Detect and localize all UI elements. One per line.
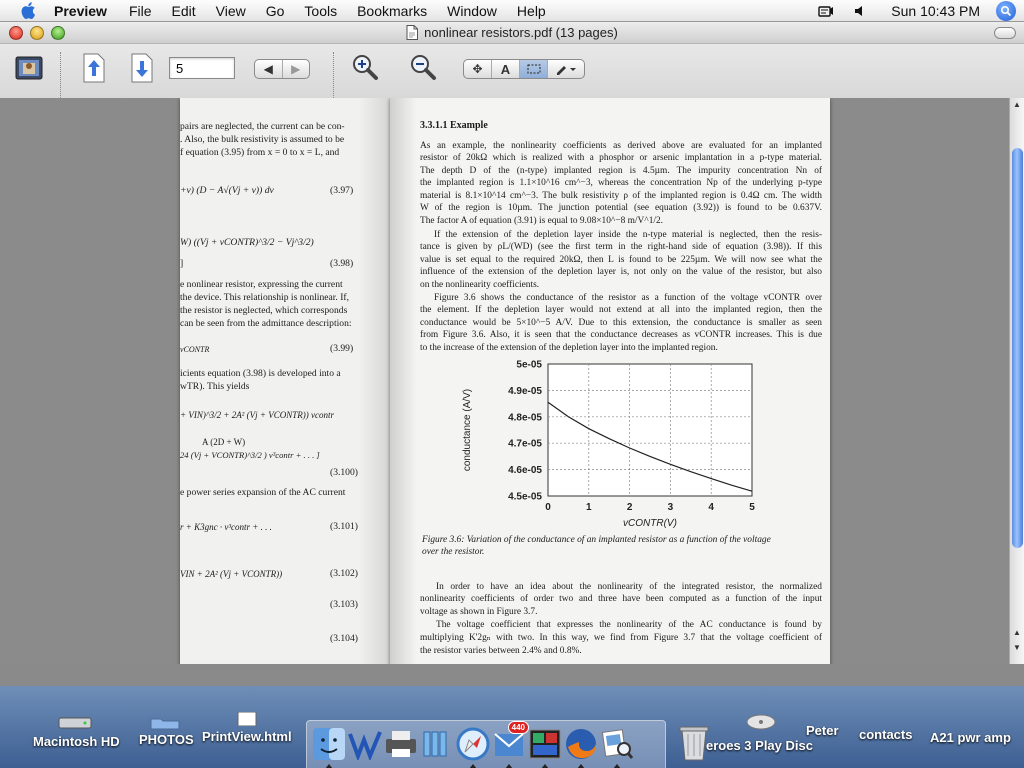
left-text-line: f equation (3.95) from x = 0 to x = L, and (180, 147, 340, 158)
pdf-document-icon (406, 25, 418, 40)
desktop-icon-macintosh-hd[interactable]: Macintosh HD (33, 734, 120, 749)
menu-go[interactable]: Go (265, 2, 285, 19)
window-titlebar[interactable] (0, 22, 1024, 44)
paragraph-line: Figure 3.6 shows the conductance of the resistor as a function of the voltage vCONTR over (434, 293, 822, 303)
y-tick-label: 4.8e-05 (508, 412, 542, 424)
desktop-icon-contacts[interactable]: contacts (859, 727, 913, 742)
desktop-icon-a21-pwr-amp[interactable]: A21 pwr amp (930, 730, 1011, 745)
desktop (0, 686, 1024, 768)
pdf-page-right (390, 98, 830, 664)
page-number-input[interactable] (169, 57, 235, 79)
dock-trash-icon[interactable] (676, 724, 712, 762)
paragraph-line: tance is given by ρL/(WD) (see the first term in the right-hand side of equation (3.98)). If this (420, 242, 822, 252)
dock-folder-stack-icon[interactable] (419, 725, 455, 763)
equation-number: (3.100) (330, 467, 358, 478)
pdf-page-left (180, 98, 390, 664)
left-text-line: icients equation (3.98) is developed into a (180, 368, 341, 379)
paragraph-line: In order to have an idea about the nonlinearity of the integrated resistor, the normalized (436, 582, 822, 592)
dock-safari-icon[interactable] (455, 725, 491, 763)
scroll-tool-icon[interactable]: ✥ (464, 60, 492, 78)
dock-printer-icon[interactable] (383, 725, 419, 763)
figure-3-6-chart (450, 354, 770, 530)
arrow-down-page-icon (130, 50, 154, 86)
volume-icon[interactable] (849, 0, 871, 22)
dock-finder-icon[interactable] (311, 725, 347, 763)
menu-help[interactable]: Help (516, 2, 546, 19)
x-tick-label: 4 (708, 502, 714, 513)
paragraph-line: on the nonlinearity coefficients. (420, 280, 540, 290)
forward-button[interactable]: ▶ (291, 62, 301, 76)
left-equation: + VIN)^3/2 + 2A² (Vj + VCONTR)) vcontr (180, 410, 334, 420)
left-equation: VIN + 2A² (Vj + VCONTR)) (180, 569, 283, 579)
left-equation: ] (180, 258, 184, 269)
spotlight-search-icon[interactable] (996, 1, 1016, 21)
left-text-line: e power series expansion of the AC current (180, 487, 346, 498)
equation-number: (3.101) (330, 521, 358, 532)
figure-caption: Figure 3.6: Variation of the conductance of an implanted resistor as a function of the voltage (422, 535, 771, 545)
scroll-up-arrow-icon[interactable]: ▲ (1013, 100, 1021, 109)
menu-bookmarks[interactable]: Bookmarks (357, 2, 428, 19)
drawer-icon (14, 50, 44, 86)
paragraph-line: If the extension of the depletion layer inside the n-type material is neglected, then the resis- (434, 230, 822, 240)
paragraph-line: nonlinearity coefficients of order two and three have been computed as a function of the input (420, 594, 822, 604)
dock-firefox-icon[interactable] (563, 725, 599, 763)
left-text-line: e nonlinear resistor, expressing the current (180, 279, 343, 290)
document-view[interactable] (0, 98, 1009, 664)
select-tool-icon[interactable] (520, 60, 548, 78)
x-tick-label: 0 (545, 502, 551, 513)
desktop-icon-printview[interactable]: PrintView.html (202, 729, 292, 744)
equation-number: (3.98) (330, 258, 354, 269)
y-tick-label: 4.7e-05 (508, 438, 542, 450)
paragraph-line: to the increase of the extension of the depletion layer into the implanted region. (420, 343, 718, 353)
desktop-icon-peter[interactable]: Peter (806, 723, 839, 738)
x-tick-label: 1 (586, 502, 592, 513)
section-heading: 3.3.1.1 Example (420, 120, 488, 131)
menu-view[interactable]: View (215, 2, 246, 19)
left-equation: +v) (D − A√(Vj + v)) dv (180, 185, 274, 196)
menubar (0, 0, 1024, 22)
left-equation: 24 (Vj + VCONTR)^3/2 ) v³contr + . . . ] (180, 450, 320, 460)
arrow-up-page-icon (82, 50, 106, 86)
paragraph-line: As an example, the nonlinearity coefficients as derived above are evaluated for an implanted (420, 141, 822, 151)
paragraph-line: value is set equal to the required 20kΩ, then L is found to be 225µm. We will now see what the (420, 255, 822, 265)
folder-icon[interactable] (150, 716, 180, 730)
equation-number: (3.99) (330, 343, 354, 354)
x-tick-label: 2 (626, 502, 633, 513)
equation-number: (3.97) (330, 185, 354, 196)
paragraph-line: influence of the extension of the depletion layer is, not only on the value of the resistor, but also (420, 267, 822, 277)
toolbar-toggle-button[interactable] (994, 27, 1016, 39)
left-text-line: . Also, the bulk resistivity is assumed to be (180, 134, 345, 145)
desktop-icon-disc[interactable]: eroes 3 Play Disc (706, 738, 813, 753)
html-file-icon[interactable] (236, 712, 258, 726)
left-equation: r + K3gnc · v³contr + . . . (180, 522, 272, 532)
y-tick-label: 4.5e-05 (508, 491, 542, 503)
paragraph-line: the implanted region is 1.1×10^16 cm^−3, whereas the concentration Np of the underlying p-type (420, 178, 822, 188)
left-text-line: pairs are neglected, the current can be con- (180, 121, 345, 132)
paragraph-line: from Figure 3.6. Also, it is seen that the conductance decreases as vCONTR increases. This is due (420, 330, 822, 340)
left-equation: A (2D + W) (202, 437, 246, 447)
x-axis-label: vCONTR(V) (623, 518, 677, 529)
figure-caption: over the resistor. (422, 547, 485, 557)
paragraph-line: conductance would be 5×10^−5 A/V. Due to this extension, the conductance is smaller as seen (420, 318, 822, 328)
menu-file[interactable]: File (128, 2, 152, 19)
menu-edit[interactable]: Edit (171, 2, 196, 19)
dock-preview-icon[interactable] (599, 725, 635, 763)
cd-disc-icon[interactable] (746, 714, 776, 730)
window-title-text: nonlinear resistors.pdf (13 pages) (424, 25, 618, 40)
left-text-line: the resistor is neglected, which corresponds (180, 305, 348, 316)
paragraph-line: The voltage coefficient that expresses the nonlinearity of the AC conductance is found by (436, 620, 822, 630)
paragraph-line: voltage as shown in Figure 3.7. (420, 607, 538, 617)
vertical-scrollbar[interactable] (1009, 98, 1024, 664)
dock (306, 720, 666, 768)
y-tick-label: 4.6e-05 (508, 465, 542, 477)
conductance-chart (450, 354, 770, 530)
scroll-up-arrow-icon[interactable]: ▲ (1013, 628, 1021, 637)
desktop-icon-photos[interactable]: PHOTOS (139, 732, 194, 747)
left-text-line: wTR). This yields (180, 381, 250, 392)
paragraph-line: The depth D of the (n-type) implanted region is 4.5µm. The impurity concentration Nn of (420, 166, 822, 176)
left-equation: W) ((Vj + vCONTR)^3/2 − Vj^3/2) (180, 237, 314, 248)
menubar-clock[interactable]: Sun 10:43 PM (891, 3, 980, 19)
paragraph-line: the element. If the depletion layer would not extend at all into the implanted region, then the (420, 305, 822, 315)
modem-status-icon[interactable] (815, 0, 837, 22)
back-button[interactable]: ◀ (255, 60, 283, 78)
equation-number: (3.103) (330, 599, 358, 610)
equation-number: (3.104) (330, 633, 358, 644)
equation-number: (3.102) (330, 568, 358, 579)
annotate-tool-icon[interactable] (548, 60, 584, 78)
window-title (0, 25, 1024, 40)
paragraph-line: resistor of 20kΩ which is realized with a phosphor or arsenic implantation in a p-type material. (420, 153, 822, 163)
paragraph-line: material is 8.1×10^14 cm^−3. The bulk resistivity ρ of the implanted region is 0.4Ω cm. The width (420, 191, 822, 201)
zoom-out-icon (409, 50, 437, 86)
zoom-in-icon (351, 50, 379, 86)
plot-area (548, 364, 752, 496)
dock-word-icon[interactable] (347, 725, 383, 763)
left-equation: vCONTR (180, 345, 210, 354)
x-tick-label: 3 (667, 502, 674, 513)
paragraph-line: multiplying K'2gₙ with two. In this way, we find from Figure 3.7 that the voltage coefficient of (420, 633, 822, 643)
dock-activity-monitor-icon[interactable] (527, 725, 563, 763)
left-text-line: the device. This relationship is nonlinear. If, (180, 292, 350, 303)
text-tool-button[interactable]: A (492, 60, 520, 78)
dock-mail-icon[interactable] (491, 725, 527, 763)
menu-window[interactable]: Window (447, 2, 497, 19)
x-tick-label: 5 (749, 502, 755, 513)
scrollbar-thumb[interactable] (1012, 148, 1023, 548)
y-tick-label: 5e-05 (516, 359, 542, 371)
paragraph-line: The factor A of equation (3.91) is equal to 9.08×10^−8 m/V^1/2. (420, 216, 664, 226)
app-menu-preview[interactable]: Preview (54, 2, 107, 19)
y-axis-label: conductance (A/V) (462, 388, 473, 472)
menu-tools[interactable]: Tools (304, 2, 338, 19)
mail-unread-badge: 440 (508, 721, 529, 734)
y-tick-label: 4.9e-05 (508, 385, 542, 397)
left-text-line: can be seen from the admittance description: (180, 318, 352, 329)
hard-drive-icon[interactable] (58, 716, 92, 730)
scroll-down-arrow-icon[interactable]: ▼ (1013, 643, 1021, 652)
paragraph-line: the resistor varies between 2.4% and 0.8%. (420, 646, 582, 656)
apple-menu-icon[interactable] (12, 0, 42, 22)
paragraph-line: W of the region is 10µm. The junction potential (see equation (3.92)) is found to be 0.637V. (420, 203, 822, 213)
